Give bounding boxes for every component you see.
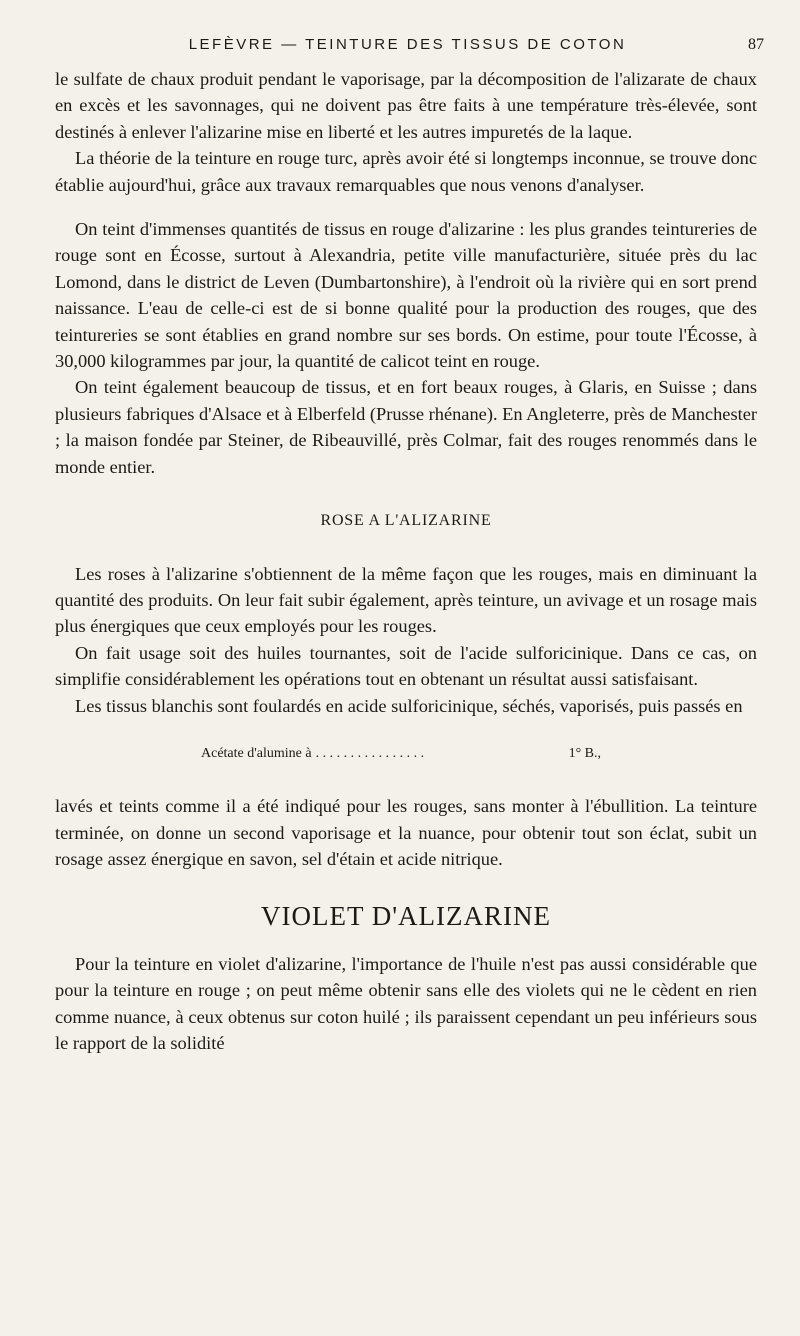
paragraph-rose-3: Les tissus blanchis sont foulardés en acide sulforicinique, séchés, vaporisés, puis passés en [75, 695, 743, 716]
paragraph-rose-2: On fait usage soit des huiles tournantes, soit de l'acide sulforicinique. Dans ce cas, on simplifie considérablement les opérations tout en obtenant un résultat aussi satisfaisant. [55, 642, 757, 690]
paragraph-switzerland: On teint également beaucoup de tissus, et en fort beaux rouges, à Glaris, en Suisse ; dans plusieurs fabriques d'Alsace et à Elberfeld (Prusse rhénane). En Angleterre, près de Manchester ; la maison fondée par Steiner, de Ribeauvillé, près Colmar, fait des rouges renommés dans le monde entier. [55, 377, 757, 477]
page-body [55, 66, 757, 1057]
paragraph-rose-1: Les roses à l'alizarine s'obtiennent de la même façon que les rouges, mais en diminuant la quantité des produits. On leur fait subir également, après teinture, un avivage et un rosage mais plus énergiques que ceux employés pour les rouges. [55, 563, 757, 637]
paragraph-scotland: On teint d'immenses quantités de tissus en rouge d'alizarine : les plus grandes teintureries de rouge sont en Écosse, surtout à Alexandria, petite ville manufacturière, située près du lac Lomond, dans le district de Leven (Dumbartonshire), à l'endroit où la rivière qui en sort prend naissance. L'eau de celle-ci est de si bonne qualité pour la production des rouges, que des teintureries se sont établies en grand nombre sur ses bords. On estime, pour toute l'Écosse, à 30,000 kilogrammes par jour, la quantité de calicot teint en rouge. [55, 219, 757, 372]
paragraph-rose-after-recipe: lavés et teints comme il a été indiqué pour les rouges, sans monter à l'ébullition. La teinture terminée, on donne un second vaporisage et la nuance, pour obtenir tout son éclat, subit un rosage assez énergique en savon, sel d'étain et acide nitrique. [55, 796, 757, 870]
section-heading-violet: VIOLET D'ALIZARINE [260, 900, 552, 931]
page-number: 87 [748, 36, 764, 53]
page-header [55, 34, 764, 56]
section-heading-rose: ROSE A L'ALIZARINE [320, 512, 492, 530]
paragraph-continuation: le sulfate de chaux produit pendant le vaporisage, par la décomposition de l'alizarate de chaux en excès et les savonnages, qui ne doivent pas être faits à une température très-élevée, sont destinés à enlever l'alizarine mise en liberté et les autres impuretés de la laque. [55, 69, 757, 142]
recipe-dots: . . . . . . . . . . . . . . . . [315, 745, 425, 761]
paragraph-theory: La théorie de la teinture en rouge turc, après avoir été si longtemps inconnue, se trouve donc établie aujourd'hui, grâce aux travaux remarquables que nous venons d'analyser. [55, 148, 757, 195]
running-head: LEFÈVRE — TEINTURE DES TISSUS DE COTON [188, 36, 627, 53]
recipe-label: Acétate d'alumine à [201, 745, 312, 761]
paragraph-violet: Pour la teinture en violet d'alizarine, l'importance de l'huile n'est pas aussi considérable que pour la teinture en rouge ; on peut même obtenir sans elle des violets qui ne le cèdent en rien comme nuance, à ceux obtenus sur coton huilé ; ils paraissent cependant un peu inférieurs sous le rapport de la solidité [55, 953, 757, 1054]
recipe-value: 1° B., [568, 745, 601, 761]
recipe-line [55, 741, 757, 767]
